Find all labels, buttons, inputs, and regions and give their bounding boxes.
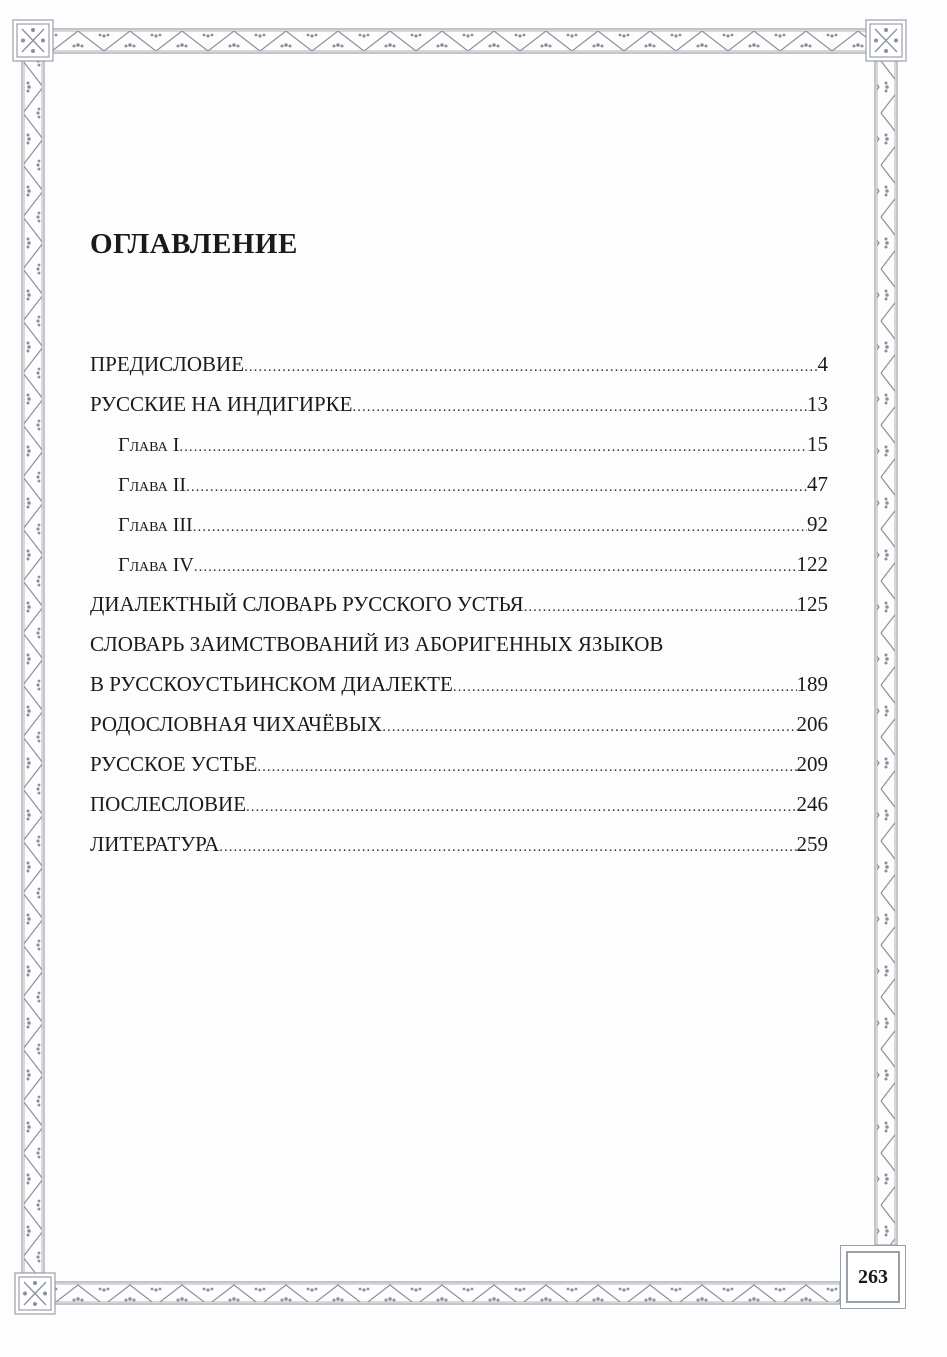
toc-entry-page: 13 (807, 392, 828, 416)
page-title: ОГЛАВЛЕНИЕ (90, 228, 298, 260)
page-number-box (840, 1245, 906, 1309)
dot-leader (244, 359, 817, 376)
toc-entry (90, 672, 828, 712)
table-of-contents (90, 352, 828, 872)
toc-entry-title: В РУССКОУСТЬИНСКОМ ДИАЛЕКТЕ (90, 672, 453, 696)
left-border-band (22, 61, 44, 1273)
dot-leader (353, 399, 807, 416)
toc-entry-page: 125 (796, 592, 828, 616)
toc-entry (90, 712, 828, 752)
dot-leader (219, 839, 796, 856)
toc-entry-title: Глава IV (118, 554, 194, 576)
corner-ornament-top-left (13, 20, 53, 61)
dot-leader (453, 679, 797, 696)
dot-leader (194, 559, 797, 576)
right-border-band (875, 61, 897, 1245)
toc-entry (90, 472, 828, 512)
toc-entry-page: 209 (796, 752, 828, 776)
toc-entry-page: 189 (796, 672, 828, 696)
toc-entry-title: СЛОВАРЬ ЗАИМСТВОВАНИЙ ИЗ АБОРИГЕННЫХ ЯЗЫКОВ (90, 632, 664, 656)
toc-entry (90, 592, 828, 632)
toc-entry-title: Глава I (118, 434, 180, 456)
toc-entry (90, 432, 828, 472)
toc-entry-title: ЛИТЕРАТУРА (90, 832, 220, 856)
corner-ornament-bottom-left (15, 1273, 55, 1314)
toc-entry-title: ПРЕДИСЛОВИЕ (90, 352, 245, 376)
toc-entry-title: ПОСЛЕСЛОВИЕ (90, 792, 247, 816)
toc-entry (90, 792, 828, 832)
dot-leader (179, 439, 807, 456)
page-number: 263 (846, 1251, 900, 1303)
toc-entry-title: РУССКИЕ НА ИНДИГИРКЕ (90, 392, 353, 416)
dot-leader (193, 519, 807, 536)
toc-entry-title: ДИАЛЕКТНЫЙ СЛОВАРЬ РУССКОГО УСТЬЯ (90, 592, 524, 616)
toc-entry-title: Глава II (118, 474, 187, 496)
toc-entry (90, 832, 828, 872)
dot-leader (257, 759, 796, 776)
corner-ornament-top-right (866, 20, 906, 61)
toc-entry (90, 752, 828, 792)
dot-leader (186, 479, 807, 496)
toc-entry-title: РОДОСЛОВНАЯ ЧИХАЧЁВЫХ (90, 712, 383, 736)
toc-entry (90, 392, 828, 432)
dot-leader (524, 599, 797, 616)
toc-entry-title: РУССКОЕ УСТЬЕ (90, 752, 258, 776)
toc-entry-page: 4 (817, 352, 828, 376)
toc-entry-page: 246 (796, 792, 828, 816)
toc-entry (90, 352, 828, 392)
toc-entry-title: Глава III (118, 514, 193, 536)
dot-leader (246, 799, 796, 816)
toc-entry-page: 206 (796, 712, 828, 736)
toc-entry-page: 122 (796, 552, 828, 576)
toc-entry-page: 15 (807, 432, 828, 456)
toc-entry (90, 512, 828, 552)
toc-entry-page: 92 (807, 512, 828, 536)
toc-entry-page: 47 (807, 472, 828, 496)
bottom-border-band (55, 1282, 840, 1304)
dot-leader (382, 719, 796, 736)
toc-entry (90, 552, 828, 592)
toc-entry (90, 632, 828, 672)
toc-entry-page: 259 (796, 832, 828, 856)
top-border-band (52, 29, 867, 53)
